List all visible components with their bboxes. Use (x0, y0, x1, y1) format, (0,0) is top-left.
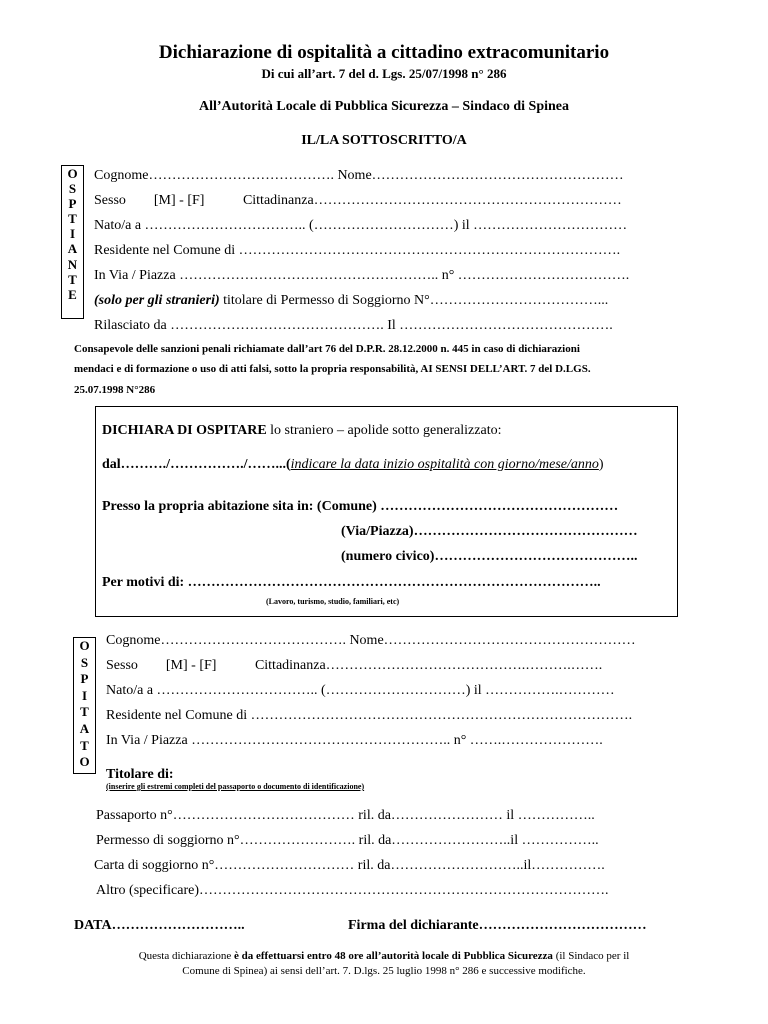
date-field[interactable]: DATA……………………….. (74, 918, 245, 933)
host-birth-field[interactable]: Nato/a a …………………………….. (…………………………) il …………………………… (94, 218, 628, 233)
hosting-civic-number-field[interactable]: (numero civico)…………………………………….. (341, 549, 638, 564)
authority-line: All’Autorità Locale di Pubblica Sicurezza – Sindaco di Spinea (199, 99, 569, 114)
ospitato-vertical-label: O S P I T A T O (73, 637, 96, 774)
guest-address-field[interactable]: In Via / Piazza ……………………………………………….. n° …….…………………. (106, 733, 603, 748)
hosting-start-date-field[interactable]: dal………./……………./……...(indicare la data inizio ospitalità con giorno/mese/anno) (102, 457, 604, 472)
hosting-via-field[interactable]: (Via/Piazza)………………………………………… (341, 524, 638, 539)
other-document-field[interactable]: Altro (specificare)……………………………………………………………………………. (96, 883, 609, 898)
holder-title: Titolare di: (106, 767, 174, 782)
declaration-line-2: mendaci e di formazione o uso di atti falsi, sotto la propria responsabilità, AI SENSI DELL’ART. 7 del D.LGS. (74, 363, 591, 375)
ospitante-vertical-label: O S P T I A N T E (61, 165, 84, 319)
hosting-comune-field[interactable]: Presso la propria abitazione sita in: (Comune) …………………………………………… (102, 499, 619, 514)
host-permit-field[interactable]: (solo per gli stranieri) titolare di Permesso di Soggiorno N°………………………………... (94, 293, 609, 308)
passport-field[interactable]: Passaporto n°………………………………… ril. da…………………… il …………….. (96, 808, 595, 823)
hosting-reasons-field[interactable]: Per motivi di: …………………………………………………………………………….. (102, 575, 601, 590)
reasons-hint: (Lavoro, turismo, studio, familiari, etc) (266, 597, 400, 606)
residence-permit-field[interactable]: Permesso di soggiorno n°……………………. ril. da……………………..il …………….. (96, 833, 599, 848)
footer-line-1: Questa dichiarazione è da effettuarsi entro 48 ore all’autorità locale di Pubblica Sicurezza (il Sindaco per il (138, 950, 630, 962)
host-residence-field[interactable]: Residente nel Comune di ………………………………………………………………………. (94, 243, 621, 258)
guest-name-field[interactable]: Cognome…………………………………. Nome……………………………………………… (106, 633, 636, 648)
foreigners-only-note: (solo per gli stranieri) (94, 293, 220, 308)
holder-note: (inserire gli estremi completi del passaporto o documento di identificazione) (106, 782, 365, 791)
host-address-field[interactable]: In Via / Piazza ……………………………………………….. n° ………………………………. (94, 268, 630, 283)
declaration-line-1: Consapevole delle sanzioni penali richiamate dall’art 76 del D.P.R. 28.12.2000 n. 445 in caso di dichiarazioni (74, 343, 580, 355)
host-sex-citizenship-field[interactable]: Sesso [M] - [F] Cittadinanza………………………………………………………… (94, 193, 622, 208)
document-title: Dichiarazione di ospitalità a cittadino extracomunitario (158, 42, 610, 63)
host-permit-issued-field[interactable]: Rilasciato da ………………………………………. Il ………………………………………. (94, 318, 613, 333)
document-subtitle: Di cui all’art. 7 del d. Lgs. 25/07/1998 n° 286 (261, 66, 507, 81)
residence-card-field[interactable]: Carta di soggiorno n°………………………… ril. da………………………..il……………. (94, 858, 605, 873)
footer-line-2: Comune di Spinea) ai sensi dell’art. 7. D.lgs. 25 luglio 1998 n° 286 e successive modifiche. (182, 965, 586, 977)
guest-birth-field[interactable]: Nato/a a …………………………….. (…………………………) il …………….………… (106, 683, 615, 698)
signature-field[interactable]: Firma del dichiarante……………………………… (348, 918, 647, 933)
date-format-hint: indicare la data inizio ospitalità con giorno/mese/anno (290, 457, 599, 472)
declare-hosting-line: DICHIARA DI OSPITARE lo straniero – apolide sotto generalizzato: (102, 423, 502, 438)
guest-sex-citizenship-field[interactable]: Sesso [M] - [F] Cittadinanza…………………………………….……….……. (106, 658, 603, 673)
host-name-field[interactable]: Cognome…………………………………. Nome……………………………………………… (94, 168, 624, 183)
undersigned-heading: IL/LA SOTTOSCRITTO/A (301, 133, 467, 148)
declaration-line-3: 25.07.1998 N°286 (74, 384, 156, 396)
guest-residence-field[interactable]: Residente nel Comune di ………………………………………………………………………. (106, 708, 633, 723)
